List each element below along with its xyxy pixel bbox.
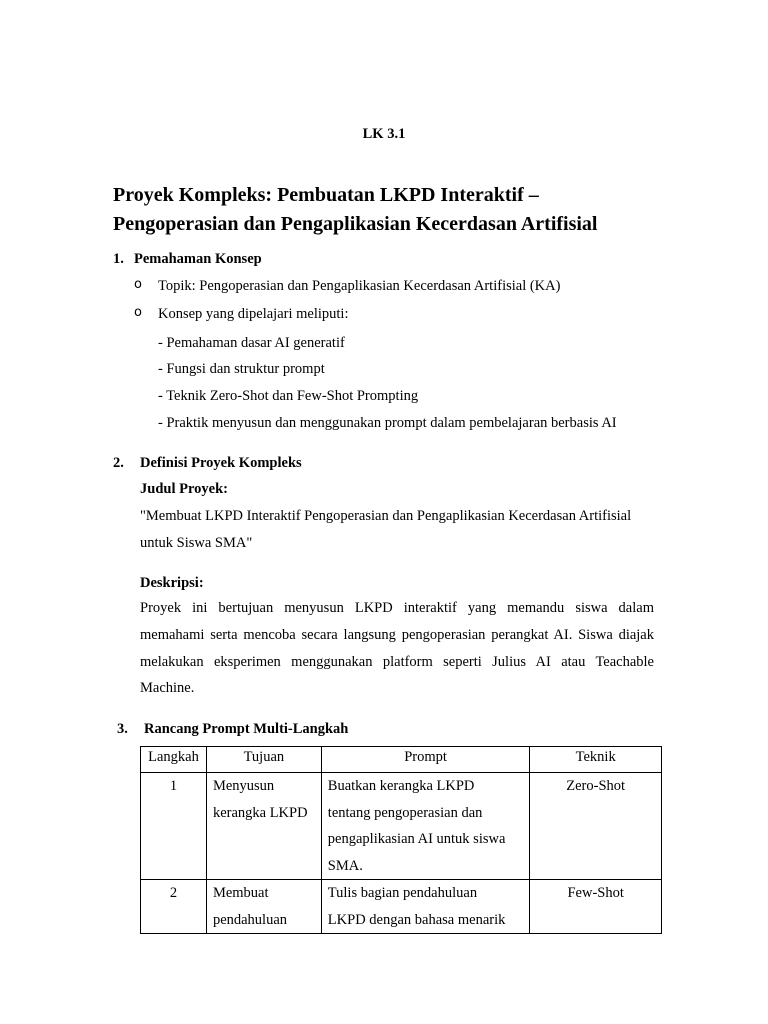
deskripsi-line: Machine. [140, 680, 195, 697]
bullet-marker: o [134, 305, 142, 320]
cell-line: SMA. [327, 857, 363, 874]
cell-line: pengaplikasian AI untuk siswa [327, 831, 506, 847]
header-prompt: Prompt [321, 747, 530, 773]
cell-prompt [321, 773, 530, 880]
header-tujuan: Tujuan [206, 747, 321, 773]
cell-teknik: Few-Shot [530, 880, 662, 934]
section-1-heading: Pemahaman Konsep [134, 251, 262, 267]
cell-langkah: 1 [141, 773, 207, 880]
judul-label: Judul Proyek: [140, 481, 228, 497]
cell-line: Membuat [212, 885, 269, 901]
cell-langkah: 2 [141, 880, 207, 934]
section-3-heading: Rancang Prompt Multi-Langkah [144, 721, 349, 737]
deskripsi-line: memahami serta mencoba secara langsung pengoperasian perangkat AI. Siswa diajak [140, 626, 654, 643]
cell-tujuan [206, 773, 321, 880]
judul-text-line-1: "Membuat LKPD Interaktif Pengoperasian dan Pengaplikasian Kecerdasan Artifisial [140, 508, 632, 524]
cell-line: Menyusun [212, 778, 275, 794]
section-1-number: 1. [113, 251, 124, 267]
cell-tujuan [206, 880, 321, 934]
concept-item: - Fungsi dan struktur prompt [158, 361, 325, 377]
table-row [141, 773, 662, 880]
concept-intro-bullet: Konsep yang dipelajari meliputi: [158, 306, 349, 322]
judul-text-line-2: untuk Siswa SMA" [140, 535, 253, 551]
concept-item: - Pemahaman dasar AI generatif [158, 335, 345, 351]
cell-teknik: Zero-Shot [530, 773, 662, 880]
cell-line: Tulis bagian pendahuluan [327, 885, 478, 901]
document-title [113, 181, 597, 239]
section-2-number: 2. [113, 455, 124, 471]
title-line-2: Pengoperasian dan Pengaplikasian Kecerdasan Artifisial [113, 213, 598, 235]
header-teknik: Teknik [530, 747, 662, 773]
header-langkah: Langkah [141, 747, 207, 773]
prompt-table [140, 746, 662, 934]
deskripsi-paragraph [140, 595, 654, 702]
cell-line: kerangka LKPD [212, 804, 308, 821]
cell-prompt [321, 880, 530, 934]
table-header-row [141, 747, 662, 773]
deskripsi-line: Proyek ini bertujuan menyusun LKPD interaktif yang memandu siswa dalam [140, 600, 654, 616]
section-3-number: 3. [117, 721, 128, 737]
topic-bullet: Topik: Pengoperasian dan Pengaplikasian Kecerdasan Artifisial (KA) [158, 278, 561, 294]
section-2-heading: Definisi Proyek Kompleks [140, 455, 302, 471]
cell-line: tentang pengoperasian dan [327, 804, 483, 821]
bullet-marker: o [134, 277, 142, 292]
cell-line: Buatkan kerangka LKPD [327, 778, 475, 794]
table-row [141, 880, 662, 934]
deskripsi-line: melakukan eksperimen menggunakan platform seperti Julius AI atau Teachable [140, 653, 654, 670]
cell-line: LKPD dengan bahasa menarik [327, 911, 506, 928]
title-line-1: Proyek Kompleks: Pembuatan LKPD Interaktif – [113, 184, 539, 206]
concept-item: - Teknik Zero-Shot dan Few-Shot Prompting [158, 388, 419, 404]
worksheet-code: LK 3.1 [362, 126, 406, 142]
concept-item: - Praktik menyusun dan menggunakan prompt dalam pembelajaran berbasis AI [158, 415, 617, 431]
cell-line: pendahuluan [212, 911, 288, 928]
deskripsi-label: Deskripsi: [140, 575, 204, 591]
